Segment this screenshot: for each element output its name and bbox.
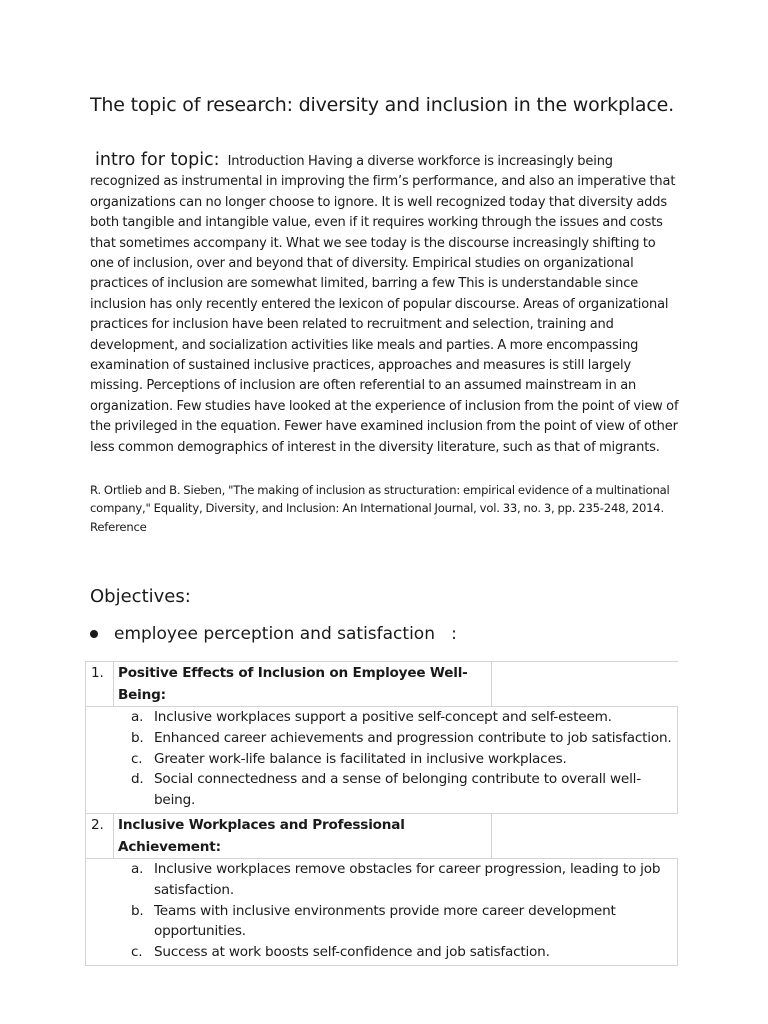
table-row [86,707,678,814]
list-item [131,942,677,963]
list-item-letter: a. [131,860,144,877]
reference-label: Reference [90,519,147,534]
list-item-text: Social connectedness and a sense of belonging contribute to overall well-being. [154,771,641,809]
table-row [86,813,678,858]
objective-sublist [86,858,678,965]
list-item [131,859,677,901]
list-item-letter: c. [131,750,143,767]
list-item [131,769,677,811]
bullet-icon [90,630,98,638]
table-row [86,858,678,965]
list-item [131,707,677,728]
list-item-letter: b. [131,902,144,919]
list-item-text: Inclusive workplaces remove obstacles for career progression, leading to job satisfaction. [154,860,661,898]
list-item-letter: a. [131,709,144,725]
table-cell [491,662,678,707]
list-item-text: Success at work boosts self-confidence and job satisfaction. [154,944,550,961]
objective-number: 1. [86,662,114,707]
intro-label: intro for topic: [95,150,220,170]
objective-sublist [86,707,678,814]
list-item-text: Enhanced career achievements and progression contribute to job satisfaction. [154,729,672,746]
list-item-letter: b. [131,729,144,746]
list-item-letter: c. [131,944,143,961]
objective-bullet [90,624,457,644]
table-cell [491,813,678,858]
reference-citation [90,481,685,536]
list-item-text: Teams with inclusive environments provide more career development opportunities. [154,902,616,940]
list-item-letter: d. [131,771,144,788]
objective-heading: Positive Effects of Inclusion on Employee Well-Being: [114,662,492,707]
list-item [131,901,677,943]
reference-text: R. Ortlieb and B. Sieben, "The making of inclusion as structuration: empirical evidence of a multinational company," Equality, Diversity, and Inclusion: An International Journal, vol. 33, no. 3, pp. 235-248, 2014. [90,483,670,516]
objectives-table [85,661,678,966]
bullet-text: employee perception and satisfaction : [114,624,457,644]
list-item-text: Inclusive workplaces support a positive self-concept and self-esteem. [154,709,612,725]
list-item [131,728,677,749]
objectives-heading: Objectives: [90,586,191,607]
objective-heading: Inclusive Workplaces and Professional Achievement: [114,813,492,858]
intro-text: Introduction Having a diverse workforce is increasingly being recognized as instrumental in improving the firm’s performance, and also an imperative that organizations can no longer choose to ignore. It is well recognized today that diversity adds both tangible and intangible value, even if it requires working through the issues and costs that sometimes accompany it. What we see today is the discourse increasingly shifting to one of inclusion, over and beyond that of diversity. Empirical studies on organizational practices of inclusion are somewhat limited, barring a few This is understandable since inclusion has only recently entered the lexicon of popular discourse. Areas of organizational practices for inclusion have been related to recruitment and selection, training and development, and socialization activities like meals and parties. A more encompassing examination of sustained inclusive practices, approaches and measures is still largely missing. Perceptions of inclusion are often referential to an assumed mainstream in an organization. Few studies have looked at the experience of inclusion from the point of view of the privileged in the equation. Fewer have examined inclusion from the point of view of other less common demographics of interest in the diversity literature, such as that of migrants. [90,154,679,455]
list-item-text: Greater work-life balance is facilitated in inclusive workplaces. [154,750,567,767]
objective-number: 2. [86,813,114,858]
table-row [86,662,678,707]
list-item [131,749,677,770]
document-title: The topic of research: diversity and inclusion in the workplace. [90,94,674,116]
intro-paragraph [90,150,680,458]
